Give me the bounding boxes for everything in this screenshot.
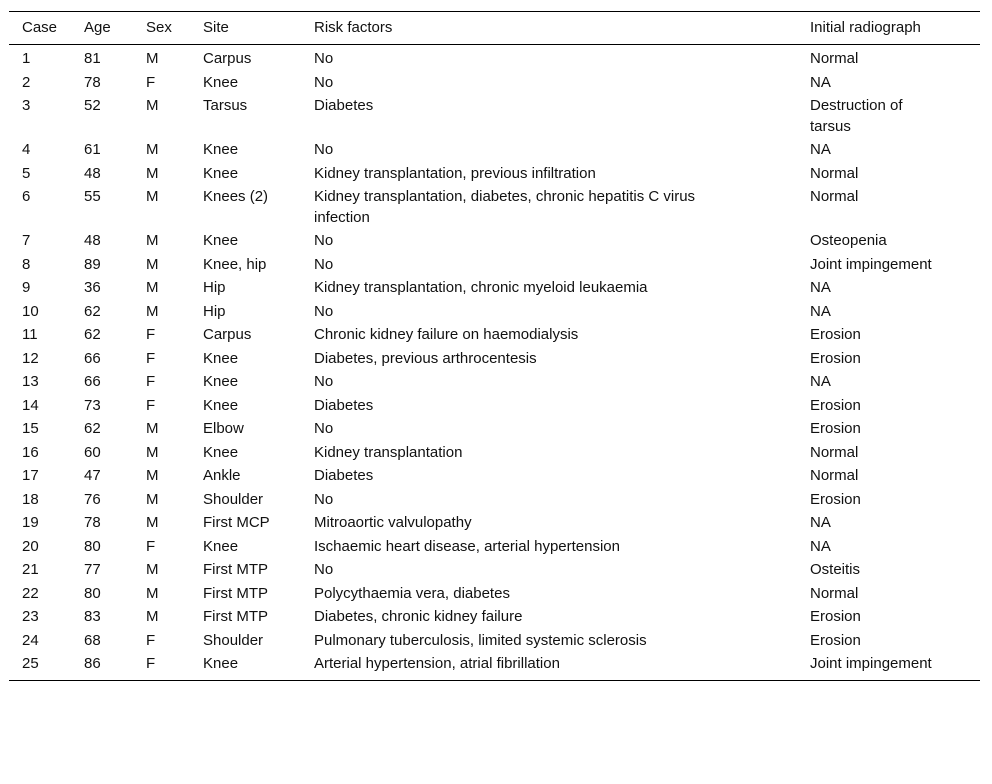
cell-initial-radiograph: Normal — [810, 443, 859, 461]
cell-age: 48 — [84, 164, 101, 182]
cell-risk-factors: Kidney transplantation, diabetes, chronic hepatitis C virus infection — [314, 188, 696, 226]
cell-risk-factors: Diabetes — [314, 97, 374, 114]
cell-age: 78 — [84, 73, 101, 91]
cell-sex: M — [146, 561, 159, 578]
cell-initial-radiograph: Erosion — [810, 326, 861, 343]
cell-risk-factors: Diabetes, previous arthrocentesis — [314, 349, 537, 367]
cell-risk-factors: No — [314, 302, 334, 320]
header-site: Site — [203, 19, 229, 36]
cell-risk-factors: Arterial hypertension, atrial fibrillation — [314, 655, 560, 672]
cell-risk-factors: Chronic kidney failure on haemodialysis — [314, 326, 579, 343]
cell-case: 20 — [22, 537, 39, 555]
cell-initial-radiograph: Joint impingement — [810, 255, 932, 273]
cell-sex: M — [146, 490, 159, 508]
table-row — [9, 488, 980, 512]
cell-initial-radiograph: Erosion — [810, 396, 861, 414]
cell-risk-factors: No — [314, 490, 334, 508]
cell-initial-radiograph: NA — [810, 537, 831, 555]
cell-initial-radiograph: NA — [810, 373, 831, 390]
cell-initial-radiograph: Normal — [810, 467, 859, 484]
cell-case: 14 — [22, 396, 39, 414]
table-row — [9, 186, 980, 230]
cell-initial-radiograph: NA — [810, 141, 831, 158]
cell-risk-factors: Kidney transplantation, chronic myeloid leukaemia — [314, 279, 648, 296]
table-row — [9, 441, 980, 465]
cell-site: Knee — [203, 655, 239, 672]
cell-initial-radiograph: Normal — [810, 584, 859, 602]
table-row — [9, 418, 980, 442]
table-row — [9, 394, 980, 418]
cell-site: Elbow — [203, 420, 244, 437]
cell-age: 52 — [84, 97, 101, 114]
cell-case: 2 — [22, 73, 31, 91]
cell-case: 17 — [22, 467, 39, 484]
cell-age: 81 — [84, 50, 101, 67]
header-case: Case — [22, 19, 58, 36]
cell-case: 13 — [22, 373, 39, 390]
cell-site: First MCP — [203, 514, 270, 531]
cell-initial-radiograph: Normal — [810, 188, 859, 205]
cell-sex: M — [146, 255, 159, 273]
cell-sex: F — [146, 349, 156, 367]
cell-case: 4 — [22, 141, 31, 158]
cell-risk-factors: Mitroaortic valvulopathy — [314, 514, 472, 531]
cell-risk-factors: Ischaemic heart disease, arterial hypertension — [314, 537, 620, 555]
cell-sex: M — [146, 141, 159, 158]
cell-age: 62 — [84, 420, 101, 437]
cell-age: 62 — [84, 326, 101, 343]
cell-initial-radiograph: Erosion — [810, 631, 861, 649]
cell-site: Shoulder — [203, 490, 264, 508]
cell-case: 25 — [22, 655, 39, 672]
cell-sex: F — [146, 655, 156, 672]
cell-case: 5 — [22, 164, 31, 182]
table-row — [9, 162, 980, 186]
table-row — [9, 371, 980, 395]
cell-initial-radiograph: Osteitis — [810, 561, 861, 578]
cell-initial-radiograph: Erosion — [810, 608, 861, 625]
cell-age: 61 — [84, 141, 101, 158]
table-row — [9, 230, 980, 254]
cell-case: 23 — [22, 608, 39, 625]
cell-site: Tarsus — [203, 97, 248, 114]
cell-age: 48 — [84, 232, 101, 249]
cell-sex: F — [146, 537, 156, 555]
cell-sex: M — [146, 514, 159, 531]
cell-risk-factors: Diabetes, chronic kidney failure — [314, 608, 523, 625]
cell-age: 47 — [84, 467, 101, 484]
cell-case: 9 — [22, 279, 31, 296]
header-sex: Sex — [146, 19, 172, 36]
cell-site: Knee — [203, 396, 239, 414]
table-body — [9, 45, 980, 681]
cell-site: Carpus — [203, 50, 252, 67]
table-row — [9, 535, 980, 559]
cell-case: 18 — [22, 490, 39, 508]
cell-sex: M — [146, 279, 159, 296]
cell-sex: M — [146, 443, 159, 461]
cell-initial-radiograph: NA — [810, 514, 831, 531]
cell-age: 78 — [84, 514, 101, 531]
table-row — [9, 71, 980, 95]
header-row — [9, 12, 980, 45]
cell-case: 16 — [22, 443, 39, 461]
header-risk-factors: Risk factors — [314, 19, 393, 36]
cell-risk-factors: No — [314, 420, 334, 437]
cell-initial-radiograph: NA — [810, 73, 831, 91]
table-row — [9, 582, 980, 606]
cell-site: Knee — [203, 537, 239, 555]
cell-risk-factors: Diabetes — [314, 467, 374, 484]
cell-site: Knees (2) — [203, 188, 269, 205]
header-age: Age — [84, 19, 111, 36]
cell-site: Knee — [203, 443, 239, 461]
cell-age: 80 — [84, 537, 101, 555]
cell-age: 76 — [84, 490, 101, 508]
cell-age: 55 — [84, 188, 101, 205]
cell-risk-factors: No — [314, 141, 334, 158]
cell-sex: F — [146, 631, 156, 649]
case-table — [9, 11, 980, 681]
cell-age: 62 — [84, 302, 101, 320]
cell-case: 3 — [22, 97, 31, 114]
cell-initial-radiograph: NA — [810, 279, 831, 296]
cell-age: 60 — [84, 443, 101, 461]
cell-sex: M — [146, 188, 159, 205]
cell-case: 19 — [22, 514, 39, 531]
table-row — [9, 45, 980, 72]
cell-case: 12 — [22, 349, 39, 367]
cell-case: 6 — [22, 188, 31, 205]
table-row — [9, 629, 980, 653]
cell-risk-factors: No — [314, 255, 334, 273]
cell-case: 21 — [22, 561, 39, 578]
table-row — [9, 139, 980, 163]
cell-initial-radiograph: Erosion — [810, 490, 861, 508]
cell-case: 11 — [22, 326, 38, 343]
cell-risk-factors: No — [314, 373, 334, 390]
cell-sex: M — [146, 302, 159, 320]
cell-sex: F — [146, 326, 156, 343]
cell-case: 15 — [22, 420, 39, 437]
table-row — [9, 324, 980, 348]
cell-case: 22 — [22, 584, 39, 602]
table-row — [9, 347, 980, 371]
cell-risk-factors: No — [314, 73, 334, 91]
cell-sex: M — [146, 164, 159, 182]
cell-site: Knee — [203, 349, 239, 367]
cell-site: Knee — [203, 73, 239, 91]
cell-site: Hip — [203, 279, 226, 296]
cell-initial-radiograph: Joint impingement — [810, 655, 932, 672]
cell-sex: M — [146, 97, 159, 114]
cell-age: 89 — [84, 255, 101, 273]
cell-sex: F — [146, 73, 156, 91]
cell-case: 7 — [22, 232, 31, 249]
cell-initial-radiograph: Erosion — [810, 349, 861, 367]
cell-risk-factors: Polycythaemia vera, diabetes — [314, 584, 510, 602]
cell-sex: F — [146, 373, 156, 390]
cell-sex: M — [146, 608, 159, 625]
cell-risk-factors: Kidney transplantation — [314, 443, 463, 461]
cell-site: Shoulder — [203, 631, 264, 649]
table-row — [9, 277, 980, 301]
cell-sex: M — [146, 584, 159, 602]
cell-initial-radiograph: Destruction of tarsus — [810, 97, 903, 135]
cell-risk-factors: Diabetes — [314, 396, 374, 414]
cell-initial-radiograph: Erosion — [810, 420, 861, 437]
cell-age: 68 — [84, 631, 101, 649]
cell-sex: F — [146, 396, 156, 414]
cell-site: Knee — [203, 373, 239, 390]
cell-risk-factors: Pulmonary tuberculosis, limited systemic sclerosis — [314, 631, 647, 649]
table-row — [9, 300, 980, 324]
cell-age: 73 — [84, 396, 101, 414]
cell-sex: M — [146, 50, 159, 67]
cell-risk-factors: No — [314, 232, 334, 249]
cell-case: 24 — [22, 631, 39, 649]
cell-age: 36 — [84, 279, 101, 296]
cell-site: Hip — [203, 302, 226, 320]
cell-initial-radiograph: Normal — [810, 50, 859, 67]
cell-case: 10 — [22, 302, 39, 320]
table-row — [9, 606, 980, 630]
table-row — [9, 253, 980, 277]
cell-initial-radiograph: Osteopenia — [810, 232, 887, 249]
table-row — [9, 512, 980, 536]
cell-site: Knee, hip — [203, 255, 267, 273]
table-header — [9, 12, 980, 45]
cell-risk-factors: No — [314, 561, 334, 578]
cell-initial-radiograph: Normal — [810, 164, 859, 182]
table-row — [9, 559, 980, 583]
cell-site: Carpus — [203, 326, 252, 343]
table-row — [9, 95, 980, 139]
cell-site: Knee — [203, 232, 239, 249]
cell-age: 66 — [84, 349, 101, 367]
cell-site: First MTP — [203, 561, 268, 578]
cell-site: Ankle — [203, 467, 241, 484]
cell-initial-radiograph: NA — [810, 302, 831, 320]
table-row — [9, 465, 980, 489]
cell-site: First MTP — [203, 584, 268, 602]
header-initial-radiograph: Initial radiograph — [810, 19, 921, 36]
cell-site: First MTP — [203, 608, 268, 625]
cell-age: 83 — [84, 608, 101, 625]
cell-age: 80 — [84, 584, 101, 602]
cell-age: 66 — [84, 373, 101, 390]
cell-case: 8 — [22, 255, 31, 273]
cell-sex: M — [146, 232, 159, 249]
cell-risk-factors: No — [314, 50, 334, 67]
cell-sex: M — [146, 420, 159, 437]
cell-site: Knee — [203, 141, 239, 158]
cell-age: 77 — [84, 561, 101, 578]
cell-risk-factors: Kidney transplantation, previous infiltration — [314, 164, 596, 182]
table-row — [9, 653, 980, 681]
cell-case: 1 — [22, 50, 31, 67]
cell-sex: M — [146, 467, 159, 484]
cell-age: 86 — [84, 655, 101, 672]
cell-site: Knee — [203, 164, 239, 182]
